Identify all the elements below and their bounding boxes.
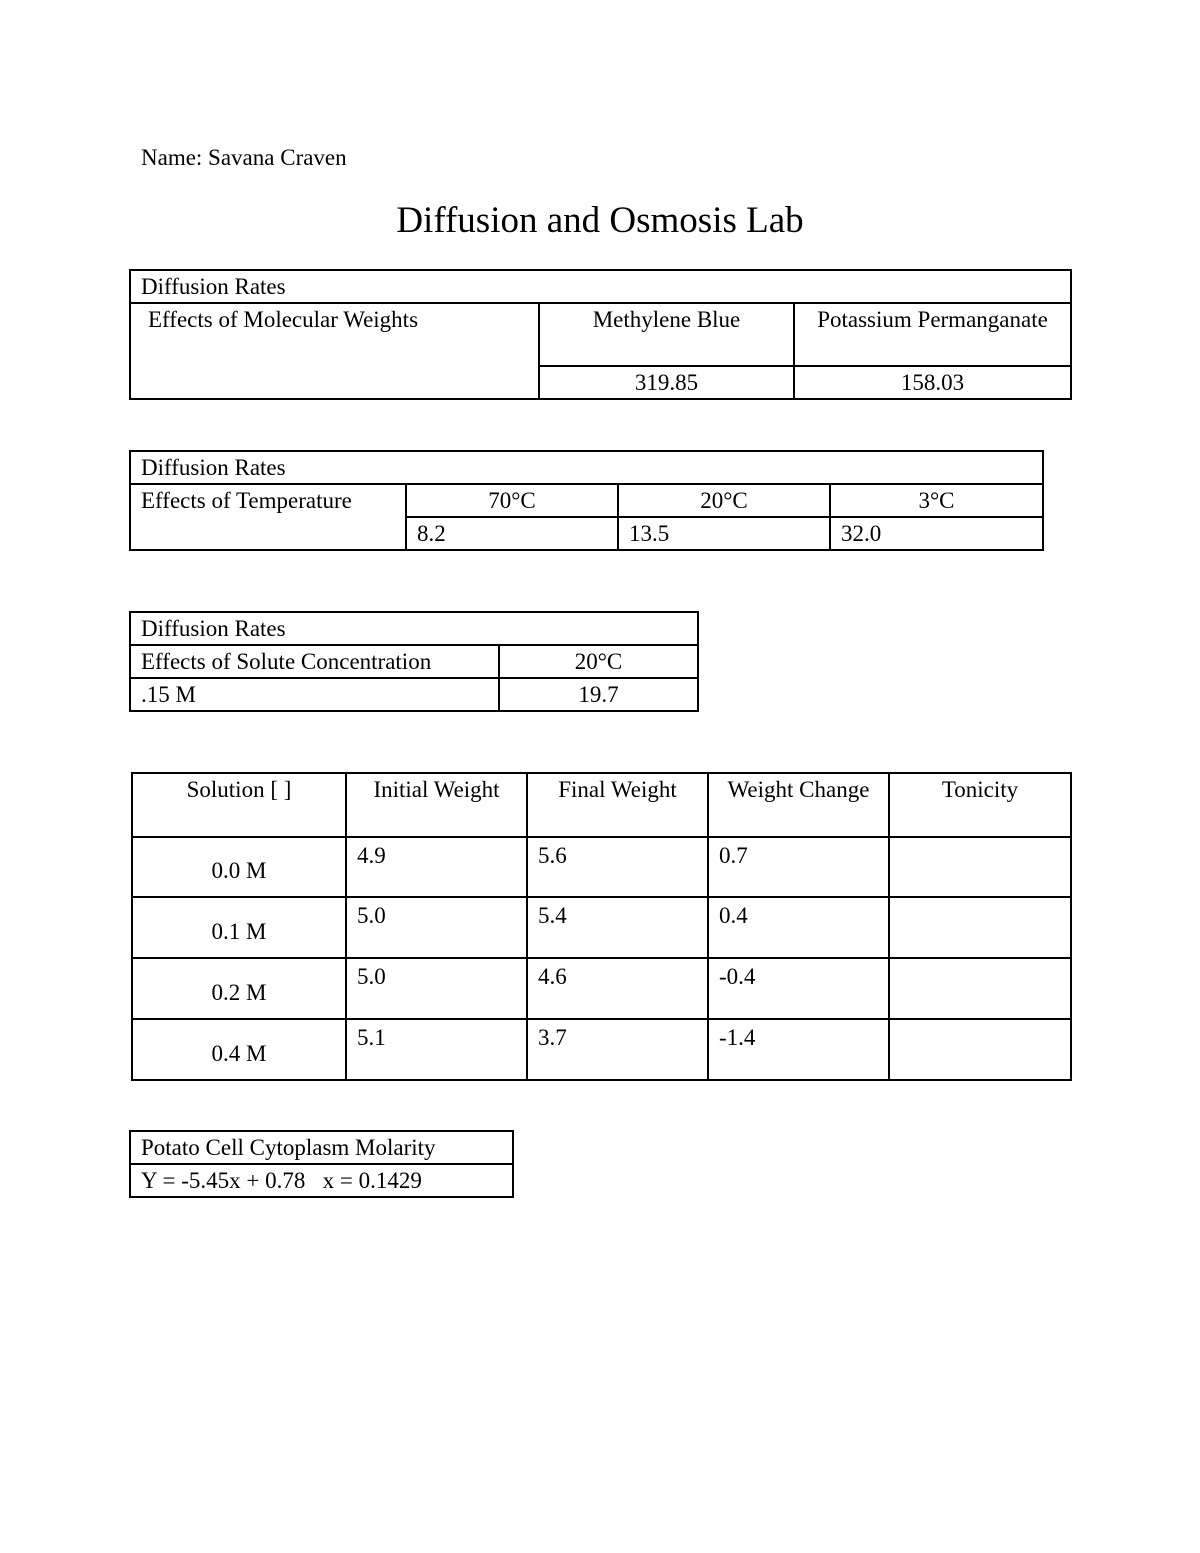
table-cell: 19.7 [499, 678, 698, 711]
row-label: Effects of Solute Concentration [130, 645, 499, 678]
final-weight-cell: 4.6 [527, 958, 708, 1019]
weight-change-cell: -1.4 [708, 1019, 889, 1080]
student-name: Name: Savana Craven [141, 145, 347, 170]
final-weight-cell: 5.6 [527, 837, 708, 897]
weight-change-cell: -0.4 [708, 958, 889, 1019]
column-header: 3°C [830, 484, 1043, 517]
column-header: Final Weight [527, 773, 708, 837]
table-row [132, 958, 1071, 1019]
molecular-weights-table [129, 269, 1072, 400]
row-label: Effects of Temperature [130, 484, 406, 550]
row-label: Effects of Molecular Weights [130, 303, 539, 399]
solution-cell: 0.4 M [132, 1019, 346, 1080]
column-header: Initial Weight [346, 773, 527, 837]
initial-weight-cell: 5.0 [346, 958, 527, 1019]
column-header: Solution [ ] [132, 773, 346, 837]
solution-cell: 0.1 M [132, 897, 346, 958]
final-weight-cell: 3.7 [527, 1019, 708, 1080]
solution-cell: 0.2 M [132, 958, 346, 1019]
section-title: Potato Cell Cytoplasm Molarity [130, 1131, 513, 1164]
section-title: Diffusion Rates [130, 612, 698, 645]
table-cell: 32.0 [830, 517, 1043, 550]
tonicity-cell [889, 897, 1071, 958]
column-header: Potassium Permanganate [794, 303, 1071, 366]
document-title: Diffusion and Osmosis Lab [396, 200, 804, 241]
cytoplasm-molarity-table [129, 1130, 514, 1198]
osmosis-table [131, 772, 1072, 1081]
solute-concentration-table [129, 611, 699, 712]
tonicity-cell [889, 1019, 1071, 1080]
tonicity-cell [889, 837, 1071, 897]
initial-weight-cell: 5.1 [346, 1019, 527, 1080]
column-header: Methylene Blue [539, 303, 794, 366]
column-header: Tonicity [889, 773, 1071, 837]
solution-cell: 0.0 M [132, 837, 346, 897]
weight-change-cell: 0.4 [708, 897, 889, 958]
column-header: 20°C [618, 484, 830, 517]
table-cell: 319.85 [539, 366, 794, 399]
final-weight-cell: 5.4 [527, 897, 708, 958]
table-row [132, 837, 1071, 897]
table-cell: 158.03 [794, 366, 1071, 399]
column-header: 70°C [406, 484, 618, 517]
tonicity-cell [889, 958, 1071, 1019]
column-header: Weight Change [708, 773, 889, 837]
initial-weight-cell: 4.9 [346, 837, 527, 897]
row-label: .15 M [130, 678, 499, 711]
weight-change-cell: 0.7 [708, 837, 889, 897]
molarity-equation: Y = -5.45x + 0.78 x = 0.1429 [130, 1164, 513, 1197]
table-row [132, 897, 1071, 958]
table-cell: 13.5 [618, 517, 830, 550]
section-title: Diffusion Rates [130, 451, 1043, 484]
table-cell: 8.2 [406, 517, 618, 550]
temperature-table [129, 450, 1044, 551]
initial-weight-cell: 5.0 [346, 897, 527, 958]
table-row [132, 1019, 1071, 1080]
section-title: Diffusion Rates [130, 270, 1071, 303]
column-header: 20°C [499, 645, 698, 678]
